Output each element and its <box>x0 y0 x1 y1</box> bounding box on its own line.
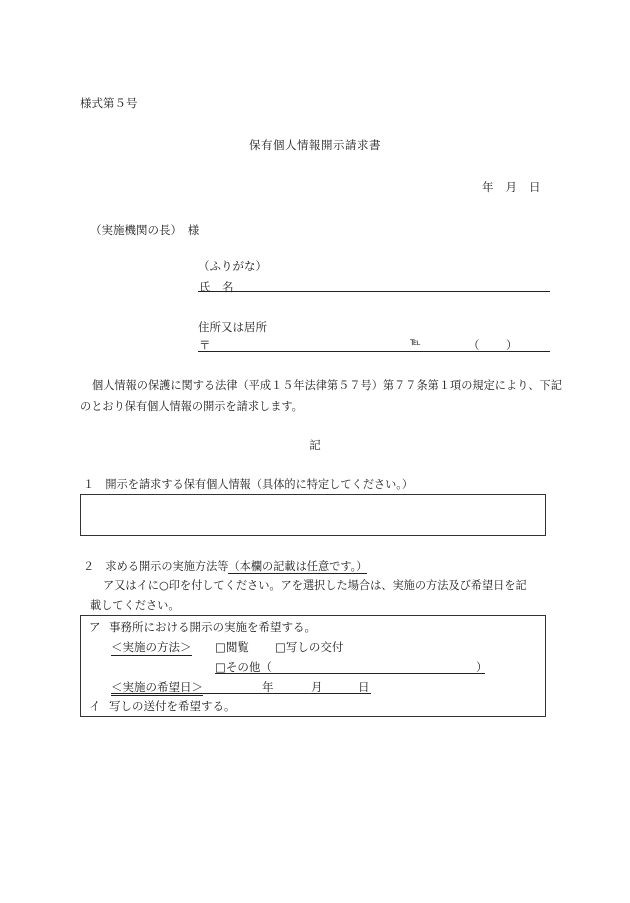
method-label: ＜実施の方法＞ <box>111 640 192 654</box>
page-title: 保有個人情報開示請求書 <box>249 138 381 152</box>
body-line-2: のとおり保有個人情報の開示を請求します。 <box>80 400 303 413</box>
ki-heading: 記 <box>309 438 321 452</box>
checkbox-copy-delivery[interactable]: □写しの交付 <box>275 640 344 654</box>
year-label: 年 <box>482 180 494 194</box>
day-label: 日 <box>529 180 541 194</box>
optional-note: （本欄の記載は任意です。） <box>228 560 368 573</box>
section1-heading: １ 開示を請求する保有個人情報（具体的に特定してください。） <box>83 478 414 491</box>
addressee: （実施機関の長） 様 <box>90 223 200 237</box>
preferred-year-label: 年 <box>262 680 274 694</box>
preferred-month-label: 月 <box>311 680 323 694</box>
address-field[interactable] <box>198 350 550 352</box>
name-label: 氏 名 <box>199 280 234 294</box>
preferred-day-label: 日 <box>358 680 370 694</box>
section2-heading-text: ２ 求める開示の実施方法等 <box>83 560 229 573</box>
section2-heading <box>83 558 367 574</box>
option-a-text: 事務所における開示の実施を希望する。 <box>109 620 316 634</box>
preferred-date-field[interactable] <box>111 692 371 694</box>
instruction-line-2: 載してください。 <box>90 599 180 612</box>
option-b-mark[interactable]: イ <box>89 699 101 713</box>
form-number: 様式第５号 <box>80 96 138 110</box>
date-line <box>482 179 541 195</box>
disclosure-method-box <box>80 615 546 717</box>
postal-mark: 〒 <box>199 338 211 352</box>
body-line-1: 個人情報の保護に関する法律（平成１５年法律第５７号）第７７条第１項の規定により、下記 <box>92 379 562 392</box>
instruction-line-1: ア又はイに○印を付してください。アを選択した場合は、実施の方法及び希望日を記 <box>103 579 527 592</box>
checkbox-viewing[interactable]: □閲覧 <box>215 640 249 654</box>
preferred-date-label: ＜実施の希望日＞ <box>111 680 203 694</box>
checkbox-other[interactable]: □その他（ <box>215 660 272 674</box>
tel-open-paren: （ <box>468 338 480 352</box>
requested-info-field[interactable] <box>80 494 546 536</box>
other-method-field[interactable] <box>215 672 485 674</box>
option-b-text: 写しの送付を希望する。 <box>109 699 236 713</box>
tel-close-paren: ） <box>506 338 518 352</box>
option-a-mark[interactable]: ア <box>89 620 101 634</box>
furigana-label: （ふりがな） <box>198 259 267 273</box>
other-close-paren: ） <box>476 660 488 674</box>
tel-icon: ℡ <box>410 337 421 348</box>
month-label: 月 <box>505 180 517 194</box>
address-label: 住所又は居所 <box>198 320 267 334</box>
name-field[interactable] <box>198 290 550 292</box>
